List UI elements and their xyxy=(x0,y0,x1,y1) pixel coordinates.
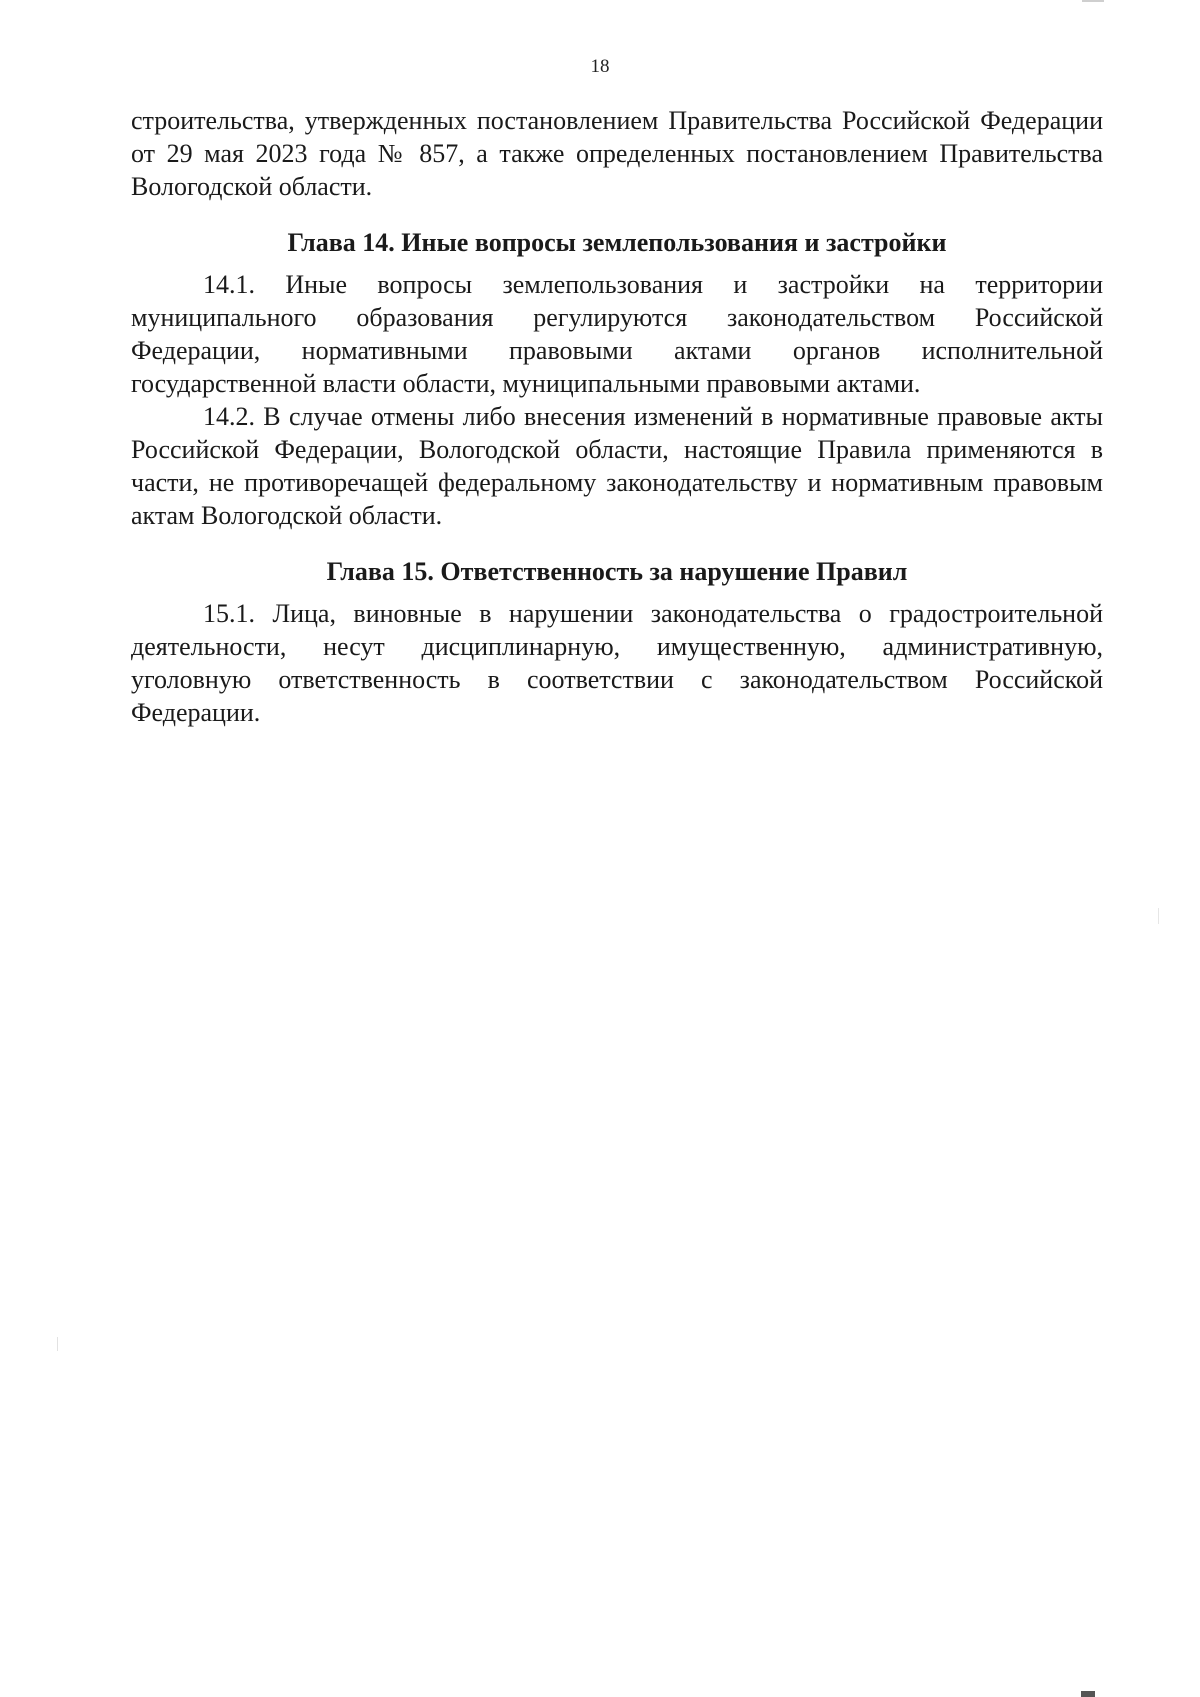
scan-artifact-left-edge xyxy=(57,1337,58,1351)
scan-artifact-top-right xyxy=(1082,0,1104,2)
scan-artifact-bottom-right xyxy=(1081,1691,1095,1697)
scan-artifact-right-edge xyxy=(1158,908,1159,924)
page-number: 18 xyxy=(590,56,610,77)
intro-paragraph: строительства, утвержденных постановлением Правительства Российской Федерации от 29 мая 2023 года № 857, а также определенных постановлением Правительства Вологодской области. xyxy=(131,106,1103,201)
paragraph-14-1: 14.1. Иные вопросы землепользования и застройки на территории муниципального образования регулируются законодательством Российской Федерации, нормативными правовыми актами органов исполнительной государственной власти области, муниципальными правовыми актами. xyxy=(131,270,1103,398)
paragraph-14-2: 14.2. В случае отмены либо внесения изменений в нормативные правовые акты Российской Федерации, Вологодской области, настоящие Правила применяются в части, не противоречащей федеральному законодательству и нормативным правовым актам Вологодской области. xyxy=(131,402,1103,530)
chapter-14-heading: Глава 14. Иные вопросы землепользования и застройки xyxy=(287,228,947,257)
paragraph-15-1: 15.1. Лица, виновные в нарушении законодательства о градостроительной деятельности, несут дисциплинарную, имущественную, административную, уголовную ответственность в соответствии с законодательством Российской Федерации. xyxy=(131,599,1103,727)
document-body xyxy=(131,104,1103,729)
chapter-15-heading: Глава 15. Ответственность за нарушение Правил xyxy=(326,557,908,586)
